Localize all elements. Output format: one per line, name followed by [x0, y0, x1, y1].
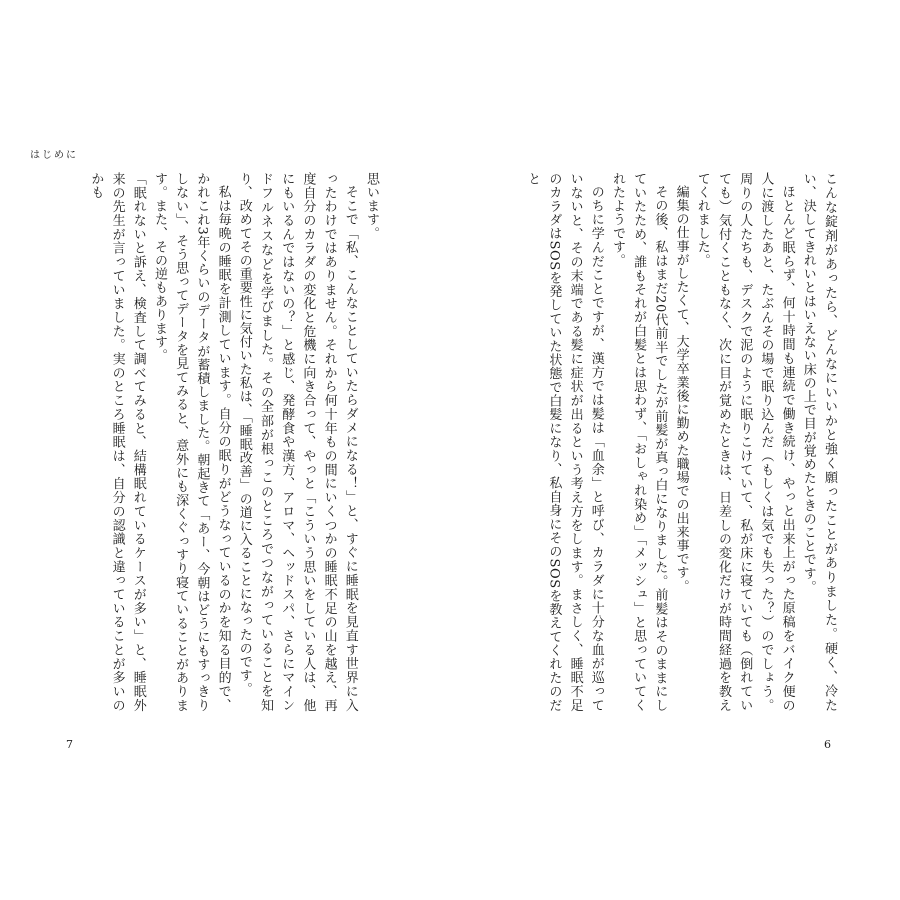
- paragraph: のちに学んだことですが、漢方では髪は「血余」と呼び、カラダに十分な血が巡っていないと、その末端である髪に症状が出るという考え方をします。まさしく、睡眠不足のカラダはSOSを発していた状態で白髪になり、私自身にそのSOSを教えてくれたのだと: [525, 172, 604, 712]
- paragraph: 私は毎晩の睡眠を計測しています。自分の眠りがどうなっているのかを知る目的で、かれこれ3年くらいのデータが蓄積しました。朝起きて「あー、今朝はどうにもすっきりしない」、そう思ってデータを見てみると、意外にも深くぐっすり寝ていることがあります。また、その逆もあります。: [151, 172, 231, 712]
- paragraph: 編集の仕事がしたくて、大学卒業後に勤めた職場での出来事です。: [673, 185, 689, 593]
- left-page-text: [64, 172, 382, 712]
- page-number-right: 6: [824, 738, 831, 751]
- paragraph: 思います。: [364, 172, 379, 240]
- running-head: はじめに: [30, 150, 78, 161]
- paragraph: そこで「私、こんなことしていたらダメになる！」と、すぐに睡眠を見直す世界に入ったわけではありません。それから何十年もの間にいくつかの睡眠不足の山を越え、再度自分のカラダの変化と危機に向き合って、やっと「こういう思いをしている人は、他にもいるんではないの？」と感じ、発酵食や漢方、アロマ、ヘッドスパ、さらにマインドフルネスなどを学びました。その全部が根っこのところでつながっていることを知り、改めてその重要性に気付いた私は、「睡眠改善」の道に入ることになったのです。: [236, 172, 358, 712]
- paragraph: こんな錠剤があったら、どんなにいいかと強く願ったことがありました。硬く、冷たい、決してきれいとはいえない床の上で目が覚めたときのことです。: [800, 172, 837, 712]
- right-page-text: [522, 172, 840, 712]
- paragraph: その後、私はまだ20代前半でしたが前髪が真っ白になりました。前髪はそのままにしていたため、誰もそれが白髪とは思わず、「おしゃれ染め」「メッシュ」と思っていてくれたようです。: [609, 172, 668, 712]
- paragraph: ほとんど眠らず、何十時間も連続で働き続け、やっと出来上がった原稿をバイク便の人に渡したあと、たぶんその場で眠り込んだ（もしくは気でも失った？）のでしょう。周りの人たちも、デスクで泥のように眠りこけていて、私が床に寝ていても（倒れていても）気付くこともなく、次に目が覚めたときは、日差しの変化だけが時間経過を教えてくれました。: [694, 172, 795, 712]
- page-number-left: 7: [66, 738, 73, 751]
- paragraph: 「眠れないと訴え、検査して調べてみると、結構眠れているケースが多い」と、睡眠外来の先生が言っていました。実のところ睡眠は、自分の認識と違っていることが多いのかも: [88, 172, 146, 712]
